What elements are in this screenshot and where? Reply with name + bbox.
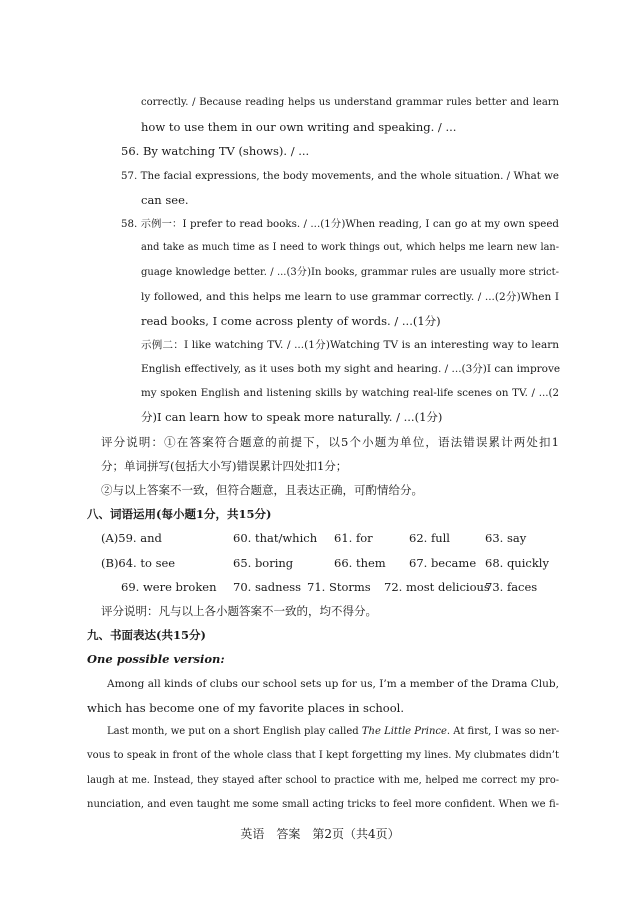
answer-cell: 61. for [334,531,373,545]
answer-cell: (A)59. and [101,531,162,545]
essay-line: laugh at me. Instead, they stayed after school to practice with me, helped me correct my pro- [87,775,559,786]
answer-cell: 68. quickly [485,556,549,570]
text-line: how to use them in our own writing and speaking. / ... [141,120,457,134]
text-line: English effectively, as it uses both my sight and hearing. / ...(3分)I can improve [141,363,561,375]
play-title: The Little Prince [361,726,447,737]
essay-line: nunciation, and even taught me some small acting tricks to feel more confident. When we fi- [87,799,559,810]
answer-cell: (B)64. to see [101,556,176,570]
text-line: 57. The facial expressions, the body movements, and the whole situation. / What we [121,170,559,182]
answer-cell: 73. faces [485,580,538,594]
text-line: my spoken English and listening skills by watching real-life scenes on TV. / ...(2 [141,387,559,399]
text-line: read books, I come across plenty of words. / ...(1分) [141,314,441,328]
text-line: 58. 示例一：I prefer to read books. / ...(1分)When reading, I can go at my own speed [121,218,559,230]
answer-cell: 62. full [409,531,450,545]
essay-text: Last month, we put on a short English play called [107,726,362,737]
answer-cell: 63. say [485,531,527,545]
text-line: and take as much time as I need to work things out, which helps me learn new lan- [141,242,559,253]
essay-line: which has become one of my favorite places in school. [87,701,404,715]
page-footer: 英语 答案 第2页（共4页） [240,827,400,841]
scoring-note: 评分说明：凡与以上各小题答案不一致的，均不得分。 [101,604,377,618]
answer-cell: 71. Storms [307,580,371,594]
text-line: can see. [141,193,189,207]
section-heading: 九、书面表达(共15分) [87,628,206,642]
text-line: 56. By watching TV (shows). / ... [121,144,310,158]
section-heading: 八、词语运用(每小题1分，共15分) [87,507,272,521]
text-line: guage knowledge better. / ...(3分)In books, grammar rules are usually more strict- [141,267,559,278]
text-line: ly followed, and this helps me learn to use grammar correctly. / ...(2分)When I [141,291,559,303]
answer-cell: 70. sadness [233,580,302,594]
answer-cell: 66. them [334,556,386,570]
answer-cell: 69. were broken [121,580,217,594]
text-line: 示例二：I like watching TV. / ...(1分)Watching TV is an interesting way to learn [141,339,559,351]
answer-cell: 67. became [409,556,477,570]
text-line: correctly. / Because reading helps us understand grammar rules better and learn [141,97,559,108]
version-label: One possible version: [87,652,225,666]
answer-cell: 72. most delicious [384,580,490,594]
text-line: 分)I can learn how to speak more naturally. / ...(1分) [141,410,443,424]
scoring-note: 分；单词拼写(包括大小写)错误累计四处扣1分； [101,459,348,473]
essay-line: vous to speak in front of the whole class that I kept forgetting my lines. My clubmates didn’t [87,750,559,761]
answer-cell: 65. boring [233,556,294,570]
essay-line [107,724,559,740]
essay-text: . At first, I was so ner- [446,726,560,737]
scoring-note: ②与以上答案不一致，但符合题意，且表达正确，可酌情给分。 [101,483,423,497]
essay-line: Among all kinds of clubs our school sets up for us, I’m a member of the Drama Club, [107,678,559,690]
scoring-note: 评分说明：①在答案符合题意的前提下，以5个小题为单位，语法错误累计两处扣1 [101,435,559,449]
answer-cell: 60. that/which [233,531,318,545]
